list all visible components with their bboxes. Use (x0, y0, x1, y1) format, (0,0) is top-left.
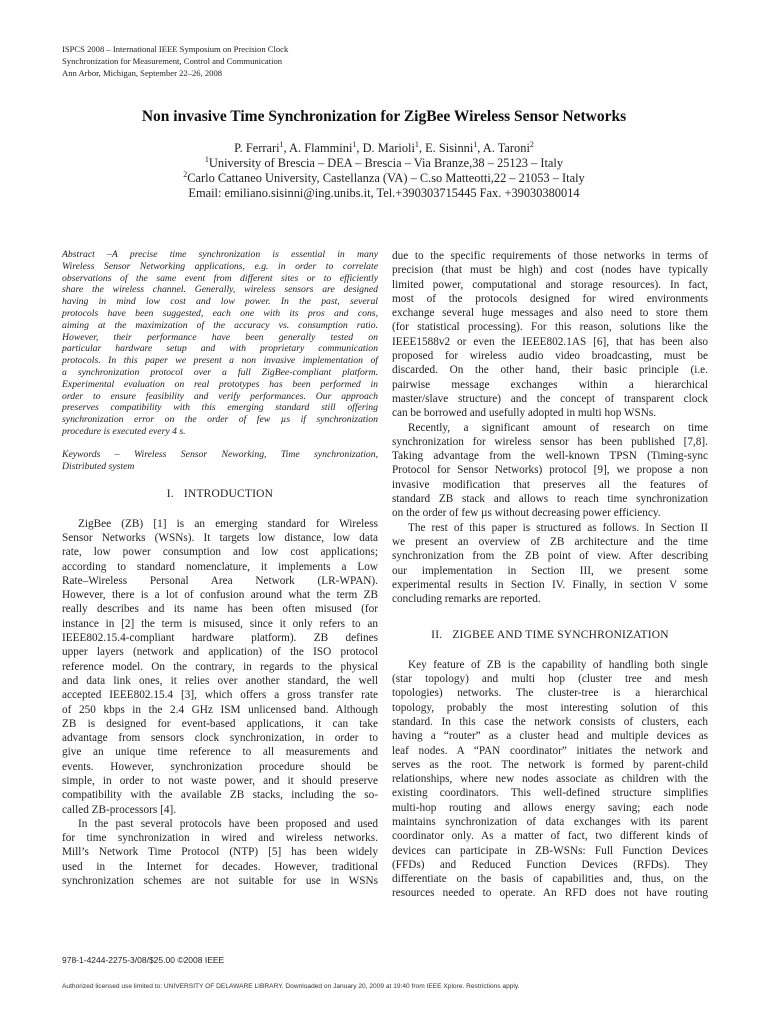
author-names (0, 141, 768, 156)
text-line: Key feature of ZB is the capability of handling both single (408, 658, 708, 671)
abstract-line: protocols have been suggested, each one with its pros and cons, (62, 307, 378, 319)
text-line: Taking advantage from the well-known TPSN (Timing-sync (392, 450, 708, 463)
text-line: for time synchronization in wired and wireless networks. (62, 832, 378, 845)
text-line: standard. In this case the network consists of clusters, each (392, 715, 708, 728)
abstract-line: a synchronization protocol over a full ZigBee-compliant platform. (62, 366, 378, 378)
text-line: resources needed to operate. An RFD does not have routing (392, 887, 708, 900)
text-line: Recently, a significant amount of research on time (408, 421, 708, 434)
text-line: IEEE802.15.4-compliant hardware platform). ZB defines (62, 632, 378, 645)
text-line: simple, in order to not waste power, and it should preserve (62, 774, 378, 787)
abstract-line: share the wireless channel. Generally, wireless sensors are designed (62, 284, 378, 296)
text-line: However, there is a lot of confusion around what the term ZB (62, 589, 378, 602)
paragraph (392, 421, 708, 521)
keywords (62, 449, 378, 473)
author-affiliation-mark: 1 (473, 139, 478, 149)
text-line: standard ZB stack and allows to reach time synchronization (392, 493, 708, 506)
author-name: , A. Flammini (283, 141, 353, 155)
author-name: , A. Taroni (477, 141, 530, 155)
affiliation-mark: 1 (204, 154, 209, 164)
paragraph (392, 521, 708, 607)
text-line: proposed for wireless audio video broadcasting, must be (392, 350, 708, 363)
abstract-line: procedure is executed every 4 s. (62, 425, 186, 437)
author-affiliation-mark: 1 (352, 139, 357, 149)
author-name: , D. Marioli (356, 141, 415, 155)
text-line: Rate–Wireless Personal Area Network (LR-WPAN). (62, 574, 378, 587)
text-line: coordinator only. As a matter of fact, two different kinds of (392, 830, 708, 843)
text-line: most of the protocols designed for wired environments (392, 292, 708, 305)
author-affiliation-mark: 1 (279, 139, 284, 149)
section-number: I. (166, 488, 174, 501)
section-title: INTRODUCTION (183, 488, 274, 501)
paragraph (392, 658, 708, 901)
text-line: can be borrowed and usefully adopted in multi hop WSNs. (392, 407, 657, 420)
text-line: topologies) networks. The cluster-tree is a hierarchical (392, 687, 708, 700)
text-line: In the past several protocols have been proposed and used (78, 817, 378, 830)
text-line: Protocol for Sensor Networks) protocol [9], we propose a non (392, 464, 708, 477)
text-line: master/slave structure) and the concept of transparent clock (392, 392, 708, 405)
text-line: ZB is designed for event-based applications, it can take (62, 717, 378, 730)
abstract-line: having in mind low cost and low power. In the past, several (62, 296, 378, 308)
abstract-line: preserves compatibility with this emerging standard still offering (62, 402, 378, 414)
keywords-line: Keywords – Wireless Sensor Neworking, Time synchronization, (62, 448, 378, 460)
author-affiliation-mark: 2 (529, 139, 534, 149)
text-line: accepted IEEE802.15.4 [3], which offers a gross transfer rate (62, 689, 378, 702)
copyright-notice: 978-1-4244-2275-3/08/$25.00 ©2008 IEEE (62, 955, 225, 965)
text-line: relationships, where new nodes associate as children with the (392, 773, 708, 786)
conference-header-line: ISPCS 2008 – International IEEE Symposium on Precision Clock (62, 44, 289, 54)
keywords-line: Distributed system (62, 460, 135, 472)
text-line: and data link ones, it relies over another standard, the well (62, 674, 378, 687)
text-line: due to the specific requirements of those networks in terms of (392, 250, 708, 262)
text-line: experimental results in Section IV. Finally, in section V some (392, 578, 708, 591)
author-affiliation-mark: 1 (414, 139, 419, 149)
text-line: devices can participate in ZB-WSNs: Full Function Devices (392, 844, 708, 857)
text-line: (FFDs) and Reduced Function Devices (RFDs). They (392, 858, 708, 871)
license-notice: Authorized licensed use limited to: UNIVERSITY OF DELAWARE LIBRARY. Downloaded on January 20, 2009 at 19:40 from IEEE Xplore. Restrictions apply. (62, 983, 520, 990)
text-line: serves as the root. The network is formed by parent-child (392, 758, 708, 771)
text-line: we present an overview of ZB architecture and the time (392, 535, 708, 548)
text-line: invasive modification that preserves all the features of (392, 478, 708, 491)
text-line: advantage from sensors clock synchronization, in order to (62, 732, 378, 745)
text-line: having a “router” as a cluster head and multiple devices as (392, 730, 708, 743)
abstract-line: Experimental evaluation on real prototypes has been performed in (62, 378, 378, 390)
text-line: exchange several huge messages and also need to store them (392, 307, 708, 320)
text-line: reference model. On the contrary, in regards to the physical (62, 660, 378, 673)
text-line: of 250 kbps in the 2.4 GHz ISM unlicensed band. Although (62, 703, 378, 716)
text-line: leaf nodes. A “PAN coordinator” initiates the network and (392, 744, 708, 757)
abstract-line: order to ensure feasibility and verify performances. Our approach (62, 390, 378, 402)
text-line: synchronization for wireless sensor has been published [7,8]. (392, 435, 708, 448)
contact-email: Email: emiliano.sisinni@ing.unibs.it, Tel.+390303715445 Fax. +39030380014 (188, 186, 580, 200)
abstract-line: However, their performance have been generally tested on (62, 331, 378, 343)
section-number: II. (431, 629, 443, 642)
conference-header-line: Synchronization for Measurement, Control and Communication (62, 56, 283, 66)
abstract-line: particular hardware setup and with proprietary communication (62, 343, 378, 355)
section-heading-zigbee (392, 628, 708, 642)
abstract-line: observations of the same event from different sites or to efficiently (62, 272, 378, 284)
text-line: maintains synchronization of data exchanges with its parent (392, 815, 708, 828)
right-column (392, 249, 708, 901)
text-line: synchronization schemes are not suitable for use in WSNs (62, 875, 378, 888)
text-line: (star topology) and multi hop (cluster tree and mesh (392, 673, 708, 686)
abstract-line: aiming at the maximization of the accuracy vs. consumption ratio. (62, 319, 378, 331)
text-line: existing coordinators. This well-defined structure simplifies (392, 787, 708, 800)
text-line: concluding remarks are reported. (392, 593, 541, 606)
text-line: precision (that must be high) and cost (nodes have typically (392, 264, 708, 277)
author-name: , E. Sisinni (418, 141, 474, 155)
text-line: limited power, computational and storage resources). In fact, (392, 278, 708, 291)
text-line: IEEE1588v2 or even the IEEE802.1AS [6], that has been also (392, 335, 708, 348)
paragraph (62, 517, 378, 817)
text-line: Mill’s Network Time Protocol (NTP) [5] has been widely (62, 846, 378, 859)
text-line: rate, low power consumption and low cost applications; (62, 546, 378, 559)
abstract (62, 249, 378, 438)
conference-header-line: Ann Arbor, Michigan, September 22–26, 2008 (62, 68, 223, 78)
text-line: according to standard nomenclature, it implements a Low (62, 560, 378, 573)
text-line: really describes and its name has been often misused (for (62, 603, 378, 616)
text-line: The rest of this paper is structured as follows. In Section II (408, 521, 708, 534)
text-line: synchronization from the ZB point of view. After describing (392, 550, 708, 563)
author-block (0, 141, 768, 201)
affiliation-1 (0, 156, 768, 171)
paragraph (62, 817, 378, 888)
text-line: used in the Internet for decades. However, traditional (62, 860, 378, 873)
text-line: on the order of few µs without decreasing power efficiency. (392, 507, 661, 520)
text-line: discarded. On the other hand, their basic principle (i.e. (392, 364, 708, 377)
text-line: upper layers (network and application) of the ISO protocol (62, 646, 378, 659)
text-line: Sensor Networks (WSNs). It targets low distance, low data (62, 531, 378, 544)
text-line: instance in [2] the term is misused, since it only refers to an (62, 617, 378, 630)
affiliation-mark: 2 (183, 169, 188, 179)
paper-title: Non invasive Time Synchronization for ZigBee Wireless Sensor Networks (141, 108, 627, 125)
text-line: pairwise message exchanges within a hierarchical (392, 378, 708, 391)
affiliation-text: University of Brescia – DEA – Brescia – Via Branze,38 – 25123 – Italy (208, 156, 564, 170)
affiliation-2 (0, 171, 768, 186)
author-name: P. Ferrari (234, 141, 280, 155)
section-title: ZIGBEE AND TIME SYNCHRONIZATION (452, 629, 669, 642)
text-line: (for statistical processing). For this reason, solutions like the (392, 321, 708, 334)
text-line: ZigBee (ZB) [1] is an emerging standard for Wireless (78, 517, 378, 530)
conference-header (62, 43, 362, 79)
text-line: multi-hop routing and allows energy saving; each node (392, 801, 708, 814)
left-column (62, 249, 378, 888)
abstract-line: protocols. In this paper we present a non invasive implementation of (62, 355, 378, 367)
abstract-line: Abstract –A precise time synchronization is essential in many (62, 249, 378, 260)
abstract-line: Wireless Sensor Networking applications, e.g. in order to correlate (62, 260, 378, 272)
text-line: called ZB-processors [4]. (62, 803, 177, 816)
text-line: give an unique time reference to all measurements and (62, 746, 378, 759)
paragraph (392, 249, 708, 421)
text-line: differentiate on the basis of capabilities and, thus, on the (392, 873, 708, 886)
abstract-line: synchronization error on the order of few µs if synchronization (62, 414, 378, 426)
text-line: compatibility with the available ZB stacks, including the so- (62, 789, 378, 802)
affiliation-text: Carlo Cattaneo University, Castellanza (VA) – C.so Matteotti,22 – 21053 – Italy (187, 171, 585, 185)
text-line: our implementation in Section III, we present some (392, 564, 708, 577)
text-line: topology, probably the most interesting solution of this (392, 701, 708, 714)
section-heading-introduction (62, 487, 378, 501)
text-line: events. However, synchronization procedure should be (62, 760, 378, 773)
